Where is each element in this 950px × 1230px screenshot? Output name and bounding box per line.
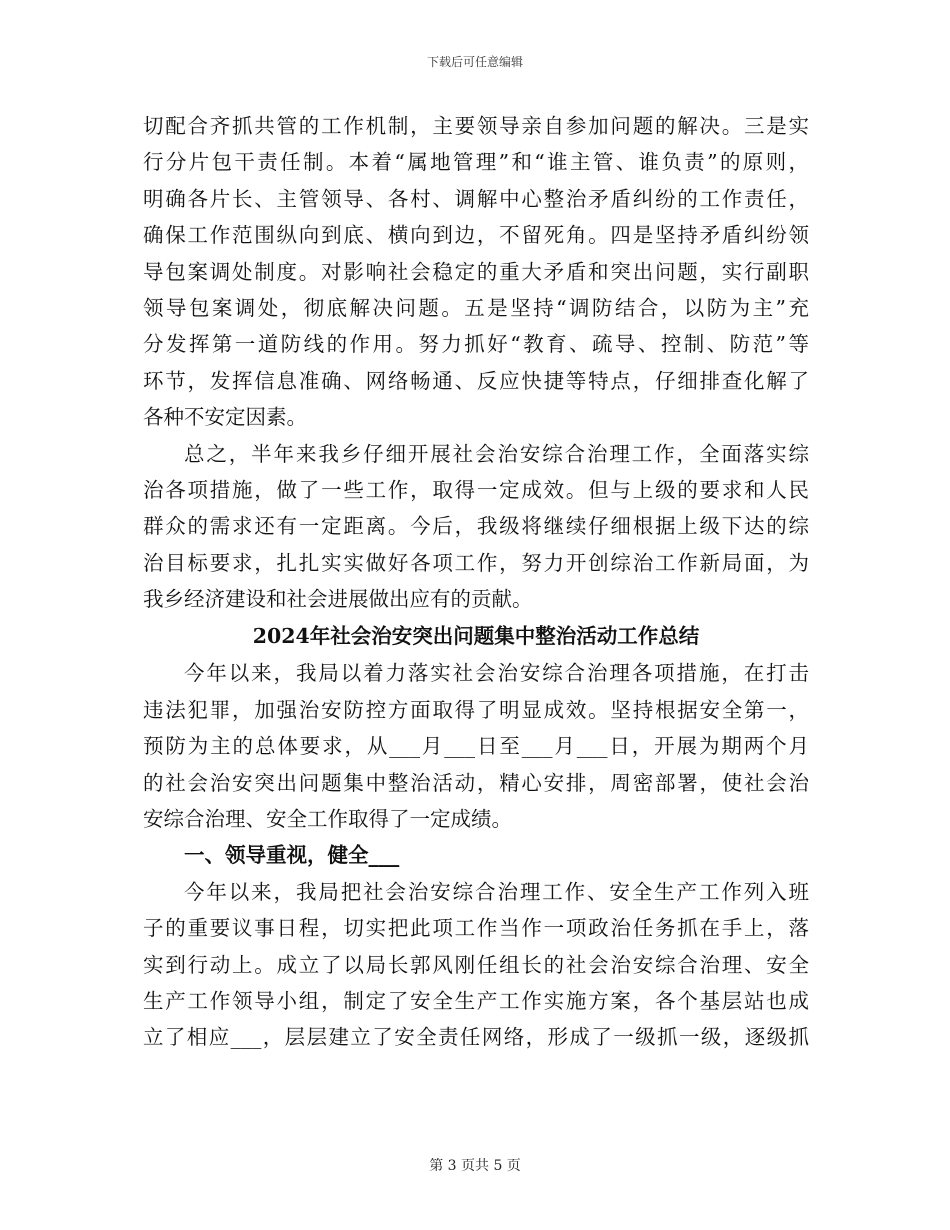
body-line: 子的重要议事日程，切实把此项工作当作一项政治任务抓在手上，落 [143, 916, 809, 941]
body-line: 导包案调处制度。对影响社会稳定的重大矛盾和突出问题，实行副职 [143, 259, 809, 284]
body-line: 今年以来，我局把社会治安综合治理工作、安全生产工作列入班 [184, 879, 809, 904]
section-title: 2024年社会治安突出问题集中整治活动工作总结 [252, 624, 700, 649]
body-line: 分发挥第一道防线的作用。努力抓好“教育、疏导、控制、防范”等 [143, 332, 809, 357]
body-line: 违法犯罪，加强治安防控方面取得了明显成效。坚持根据安全第一， [143, 697, 809, 722]
body-line: 总之，半年来我乡仔细开展社会治安综合治理工作，全面落实综 [184, 441, 809, 466]
body-line: 今年以来，我局以着力落实社会治安综合治理各项措施，在打击 [184, 661, 809, 686]
body-line: 生产工作领导小组，制定了安全生产工作实施方案，各个基层站也成 [143, 988, 809, 1013]
body-line: 确保工作范围纵向到底、横向到边，不留死角。四是坚持矛盾纠纷领 [143, 223, 809, 248]
document-body [143, 108, 809, 1056]
body-line: 环节，发挥信息准确、网络畅通、反应快捷等特点，仔细排查化解了 [143, 368, 809, 393]
body-line: 治目标要求，扎扎实实做好各项工作，努力开创综治工作新局面，为 [143, 550, 809, 575]
body-line: 安综合治理、安全工作取得了一定成绩。 [143, 807, 512, 832]
body-line: 明确各片长、主管领导、各村、调解中心整治矛盾纠纷的工作责任， [143, 186, 809, 211]
body-line: 各种不安定因素。 [143, 405, 307, 430]
page-header: 下载后可任意编辑 [426, 55, 523, 69]
body-line: 我乡经济建设和社会进展做出应有的贡献。 [143, 587, 533, 612]
body-line: 立了相应___，层层建立了安全责任网络，形成了一级抓一级，逐级抓 [143, 1025, 809, 1050]
body-line: 行分片包干责任制。本着“属地管理”和“谁主管、谁负责”的原则， [143, 150, 809, 175]
body-line: 预防为主的总体要求，从___月___日至___月___日，开展为期两个月 [143, 734, 809, 759]
page-footer: 第 3 页共 5 页 [429, 1158, 521, 1174]
body-line: 实到行动上。成立了以局长郭风刚任组长的社会治安综合治理、安全 [143, 952, 809, 977]
body-line: 群众的需求还有一定距离。今后，我级将继续仔细根据上级下达的综 [143, 514, 809, 539]
body-line: 领导包案调处，彻底解决问题。五是坚持“调防结合，以防为主”充 [143, 295, 809, 320]
body-line: 的社会治安突出问题集中整治活动，精心安排，周密部署，使社会治 [143, 770, 809, 795]
subsection-heading: 一、领导重视，健全___ [184, 843, 400, 868]
body-line: 切配合齐抓共管的工作机制，主要领导亲自参加问题的解决。三是实 [143, 114, 809, 138]
body-line: 治各项措施，做了一些工作，取得一定成效。但与上级的要求和人民 [143, 477, 809, 502]
